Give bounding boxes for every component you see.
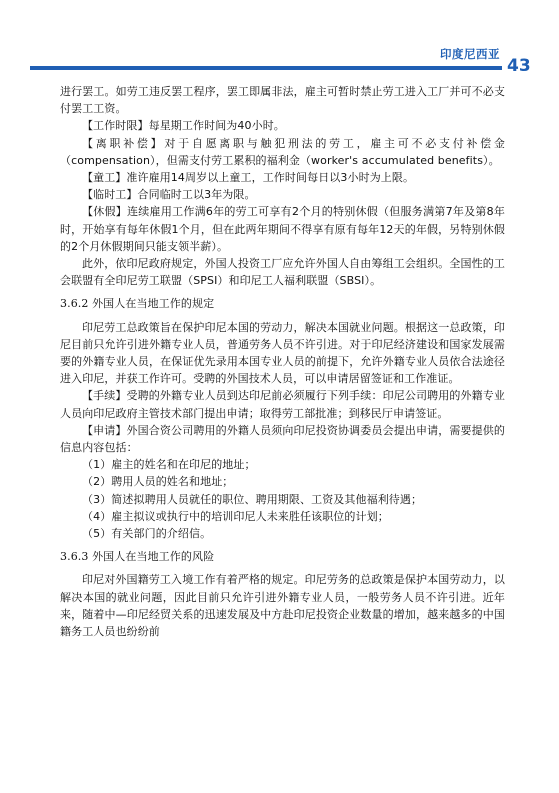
list-item: （5）有关部门的介绍信。 [82,527,212,541]
section-heading-3-6-2: 3.6.2 外国人在当地工作的规定 [60,297,215,311]
paragraph-foreign-labor-risk: 印尼对外国籍劳工入境工作有着严格的规定。印尼劳务的总政策是保护本国劳动力，以解决本国的就业问题，因此目前只允许引进外籍专业人员，一般劳务人员不许引进。近年来，随着中—印尼经贸关系的迅速发展及中方赴印尼投资企业数量的增加，越来越多的中国籍务工人员也纷纷前 [60,573,505,639]
list-item: （1）雇主的姓名和在印尼的地址； [82,458,256,472]
paragraph-procedures: 【手续】受聘的外籍专业人员到达印尼前必须履行下列手续：印尼公司聘用的外籍专业人员向印尼政府主管技术部门提出申请；取得劳工部批准；到移民厅申请签证。 [60,389,505,420]
paragraph-labor-policy: 印尼劳工总政策旨在保护印尼本国的劳动力，解决本国就业问题。根据这一总政策，印尼目前只允许引进外籍专业人员，普通劳务人员不许引进。对于印尼经济建设和国家发展需要的外籍专业人员，在保证优先录用本国专业人员的前提下，允许外籍专业人员依合法途径进入印尼，并获工作许可。受聘的外国技术人员，可以申请居留签证和工作准证。 [60,320,505,386]
page-body [60,83,505,640]
section-heading-3-6-3: 3.6.3 外国人在当地工作的风险 [60,550,215,564]
list-item: （3）简述拟聘用人员就任的职位、聘用期限、工资及其他福利待遇； [82,492,423,506]
list-item: （4）雇主拟议或执行中的培训印尼人未来胜任该职位的计划； [82,509,389,523]
paragraph-application: 【申请】外国合资公司聘用的外籍人员须向印尼投资协调委员会提出申请，需要提供的信息内容包括： [60,423,505,455]
paragraph-child-labor: 【童工】准许雇用14周岁以上童工，工作时间每日以3小时为上限。 [82,171,415,185]
paragraph-unions: 此外，依印尼政府规定，外国人投资工厂应允许外国人自由筹组工会组织。全国性的工会联盟有全印尼劳工联盟（SPSI）和印尼工人福利联盟（SBSI）。 [60,257,505,288]
header-rule [30,66,502,70]
list-item: （2）聘用人员的姓名和地址； [82,475,234,489]
paragraph-leave: 【休假】连续雇用工作满6年的劳工可享有2个月的特别休假（但服务满第7年及第8年时，开始享有每年休假1个月，但在此两年期间不得享有原有每年12天的年假，另特别休假的2个月休假期间只能支领半薪）。 [60,205,505,253]
paragraph-severance: 【离职补偿】对于自愿离职与触犯刑法的劳工，雇主可不必支付补偿金（compensation），但需支付劳工累积的福利金（worker's accumulated benefits）。 [60,136,505,167]
page-number: 43 [507,56,531,76]
paragraph-strike-rules: 进行罢工。如劳工违反罢工程序，罢工即属非法，雇主可暂时禁止劳工进入工厂并可不必支付罢工工资。 [60,85,505,116]
paragraph-temporary-workers: 【临时工】合同临时工以3年为限。 [82,188,256,202]
paragraph-working-hours: 【工作时限】每星期工作时间为40小时。 [82,119,285,133]
running-header-title: 印度尼西亚 [440,47,500,61]
